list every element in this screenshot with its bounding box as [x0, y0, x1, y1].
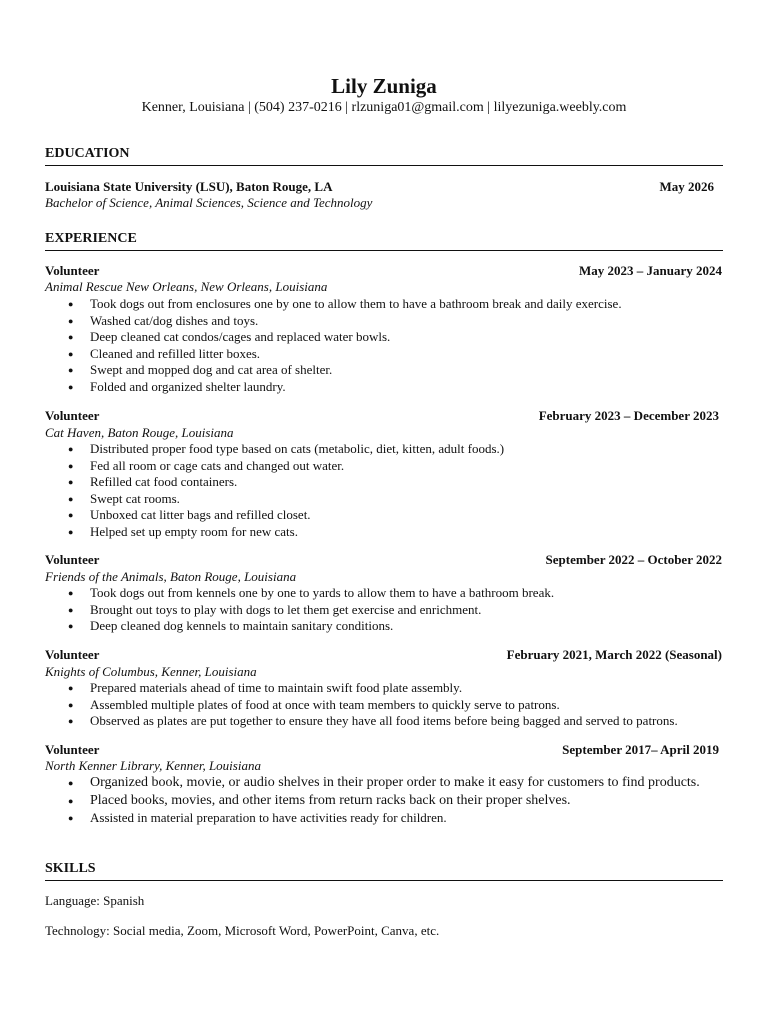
duty-item: ● Cleaned and refilled litter boxes.: [45, 346, 622, 363]
job-role: Volunteer: [45, 408, 100, 423]
job-organization: Animal Rescue New Orleans, New Orleans, Louisiana: [45, 279, 328, 294]
duty-item: ● Assisted in material preparation to have activities ready for children.: [45, 810, 700, 827]
experience-heading: EXPERIENCE: [45, 231, 137, 246]
job-role: Volunteer: [45, 742, 100, 757]
graduation-date: May 2026: [659, 179, 714, 194]
duty-item: ● Organized book, movie, or audio shelves in their proper order to make it easy for customers to find products.: [45, 774, 700, 792]
job-role: Volunteer: [45, 263, 100, 278]
job-dates: May 2023 – January 2024: [579, 263, 722, 278]
job-role: Volunteer: [45, 552, 100, 567]
job-dates: February 2021, March 2022 (Seasonal): [506, 647, 722, 662]
duty-item: ● Folded and organized shelter laundry.: [45, 379, 622, 396]
duty-item: ● Swept cat rooms.: [45, 491, 504, 508]
duty-item: ● Prepared materials ahead of time to maintain swift food plate assembly.: [45, 680, 678, 697]
skills-divider: [45, 880, 723, 881]
job-dates: September 2017– April 2019: [562, 742, 719, 757]
duty-item: ● Brought out toys to play with dogs to let them get exercise and enrichment.: [45, 602, 554, 619]
skill-language: Language: Spanish: [45, 893, 145, 908]
job-role: Volunteer: [45, 647, 100, 662]
job-duties: [45, 585, 554, 635]
job-duties: [45, 441, 504, 540]
resume-name: Lily Zuniga: [331, 74, 437, 98]
duty-item: ● Observed as plates are put together to ensure they have all food items before being bagged and served to patrons.: [45, 713, 678, 730]
duty-item: ● Helped set up empty room for new cats.: [45, 524, 504, 541]
duty-item: ● Washed cat/dog dishes and toys.: [45, 313, 622, 330]
job-duties: [45, 680, 678, 730]
job-duties: [45, 774, 700, 827]
duty-item: ● Deep cleaned cat condos/cages and replaced water bowls.: [45, 329, 622, 346]
duty-item: ● Swept and mopped dog and cat area of shelter.: [45, 362, 622, 379]
job-organization: North Kenner Library, Kenner, Louisiana: [45, 758, 261, 773]
duty-item: ● Took dogs out from enclosures one by one to allow them to have a bathroom break and daily exercise.: [45, 296, 622, 313]
duty-item: ● Fed all room or cage cats and changed out water.: [45, 458, 504, 475]
degree: Bachelor of Science, Animal Sciences, Science and Technology: [45, 195, 373, 210]
job-organization: Cat Haven, Baton Rouge, Louisiana: [45, 425, 234, 440]
job-header: [45, 263, 722, 279]
duty-item: ● Unboxed cat litter bags and refilled closet.: [45, 507, 504, 524]
contact-line: Kenner, Louisiana | (504) 237-0216 | rlzuniga01@gmail.com | lilyezuniga.weebly.com: [141, 100, 627, 115]
job-duties: [45, 296, 622, 395]
education-divider: [45, 165, 723, 166]
duty-item: ● Refilled cat food containers.: [45, 474, 504, 491]
job-header: [45, 647, 722, 663]
skill-technology: Technology: Social media, Zoom, Microsoft Word, PowerPoint, Canva, etc.: [45, 923, 440, 938]
education-heading: EDUCATION: [45, 146, 130, 161]
duty-item: ● Deep cleaned dog kennels to maintain sanitary conditions.: [45, 618, 554, 635]
job-header: [45, 552, 722, 568]
experience-divider: [45, 250, 723, 251]
job-organization: Friends of the Animals, Baton Rouge, Louisiana: [45, 569, 297, 584]
school-name: Louisiana State University (LSU), Baton Rouge, LA: [45, 179, 333, 194]
job-dates: February 2023 – December 2023: [538, 408, 719, 423]
skills-heading: SKILLS: [45, 861, 96, 876]
job-organization: Knights of Columbus, Kenner, Louisiana: [45, 664, 257, 679]
duty-item: ● Placed books, movies, and other items from return racks back on their proper shelves.: [45, 792, 700, 810]
duty-item: ● Took dogs out from kennels one by one to yards to allow them to have a bathroom break.: [45, 585, 554, 602]
education-row: [45, 179, 722, 195]
job-dates: September 2022 – October 2022: [545, 552, 722, 567]
job-header: [45, 742, 722, 758]
duty-item: ● Distributed proper food type based on cats (metabolic, diet, kitten, adult foods.): [45, 441, 504, 458]
job-header: [45, 408, 722, 424]
duty-item: ● Assembled multiple plates of food at once with team members to quickly serve to patrons.: [45, 697, 678, 714]
